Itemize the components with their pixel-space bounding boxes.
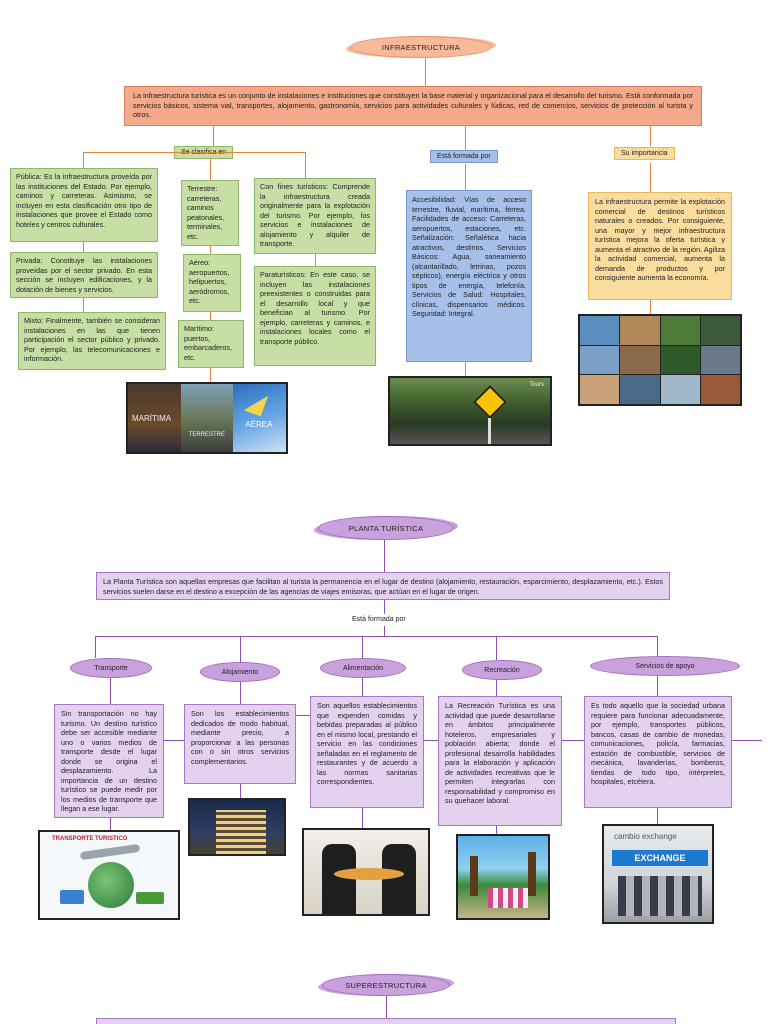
planta-definition: La Planta Turística son aquellas empresas que facilitan al turista la permanencia en el lugar de destino (alojamiento, restauración, esparcimiento, desplazamiento, etc.). Estos servicios suelen darse en el destino a excepción de las agencias de viajes emisoras, que actúan en el lugar de origen.: [96, 572, 670, 600]
connector: [83, 152, 305, 153]
recreacion-box: La Recreación Turística es una actividad que puede desarrollarse en ámbitos principalmente hoteleros, empresariales y población abierta; donde el profesional desarrolla habilidades para la elaboración y aplicación de actividades recreativas que le permiten integrarlas con responsabilidad y compromiso en su quehacer laboral.: [438, 696, 562, 826]
collage-tile: [661, 375, 700, 404]
super-title: SUPERESTRUCTURA: [322, 974, 450, 996]
aereo-box: Aéreo: aeropuertos, helipuertos, aeródromos, etc.: [183, 254, 241, 312]
exchange-photo: cambio exchange EXCHANGE: [602, 824, 714, 924]
palm-tree: [470, 856, 478, 896]
recreation-photo: [456, 834, 550, 920]
connector: [424, 740, 438, 741]
importancia-label: Su importancia: [614, 147, 675, 160]
exchange-counter: [618, 876, 702, 916]
connector: [210, 158, 211, 180]
connector: [240, 682, 241, 704]
connector: [562, 740, 584, 741]
collage-tile: [701, 346, 740, 375]
dancers: [488, 888, 528, 908]
road-sign-photo: Tours: [388, 376, 552, 446]
connector: [650, 300, 651, 314]
planta-formada-label: Está formada por: [352, 616, 406, 623]
collage-tile: [580, 375, 619, 404]
connector: [95, 636, 96, 658]
connector: [650, 163, 651, 192]
connector: [496, 826, 497, 834]
maritime-photo: MARÍTIMA: [128, 384, 181, 452]
connector: [362, 808, 363, 828]
airplane-icon: [80, 844, 141, 860]
connector: [650, 126, 651, 146]
connector: [95, 636, 657, 637]
oval-recreacion: Recreación: [462, 660, 542, 680]
connector: [496, 680, 497, 696]
sign-post: [488, 418, 491, 446]
bus-icon: [60, 890, 84, 904]
connector: [657, 808, 658, 824]
globe-icon: [88, 862, 134, 908]
terrestre-box: Terrestre: carreteras, caminos peatonales, terminales, etc.: [181, 180, 239, 246]
connector: [362, 678, 363, 696]
oval-servicios-apoyo: Servicios de apoyo: [590, 656, 740, 676]
connector: [384, 600, 385, 614]
transporte-box: Sin transportación no hay turismo. Un destino turístico debe ser accesible mediante uno o varios medios de transporte desde el lugar donde se origina el desplazamiento. La importancia de un destino turístico se puede medir por los medios de transporte que llegan a ese lugar.: [54, 704, 164, 818]
connector: [386, 996, 387, 1018]
maritimo-box: Marítimo: puertos, embarcaderos, etc.: [178, 320, 244, 368]
alojamiento-box: Son los establecimientos dedicados de modo habitual, mediante precio, a proporcionar a las personas con o sin otros servicios complementarios.: [184, 704, 296, 784]
paraturisticos-box: Paraturísticos: En este caso, se incluyen las instalaciones preexistentes o construidas para el desarrollo local y que benefician al turismo. Por ejemplo, carreteras y caminos, e instalaciones locales como el transporte público.: [254, 266, 376, 366]
connector: [657, 636, 658, 656]
connector: [240, 784, 241, 798]
aerial-photo: AÉREA: [233, 384, 286, 452]
connector: [83, 152, 84, 168]
connector: [83, 242, 84, 252]
esta-formada-label: Está formada por: [430, 150, 498, 163]
planta-title: PLANTA TURÍSTICA: [318, 516, 454, 540]
connector: [240, 636, 241, 662]
terrestrial-photo: TERRESTRE: [181, 384, 234, 452]
importancia-box: La infraestructura permite la explotación comercial de destinos turísticos naturales o creados. Por consiguiente, una mayor y mejor infraestructura turística mejora la oferta turística y aumenta el atractivo de la región. Agiliza la actividad comercial, aumenta la demanda de productos y por consiguiente aumenta la economía.: [588, 192, 732, 300]
hotel-building: [216, 810, 266, 854]
infra-definition: La infraestructura turística es un conjunto de instalaciones e instituciones que constituyen la base material y organizacional para el desarrollo del turismo. Está conformada por servicios básicos, sistema vial, transportes, alojamiento, gastronomía, servicios para actividades culturales y lúdicas, red de comercios, servicios de protección al turista y otros.: [124, 86, 702, 126]
connector: [425, 58, 426, 86]
oval-transporte: Transporte: [70, 658, 152, 678]
collage-tile: [661, 316, 700, 345]
privada-box: Privada: Constituye las instalaciones proveídas por el sector privado. En esta sección se incluyen edificaciones, y la dotación de bienes y servicios.: [10, 252, 158, 298]
connector: [732, 740, 762, 741]
connector: [465, 164, 466, 190]
hotel-photo: [188, 798, 286, 856]
connector: [210, 312, 211, 320]
connector: [384, 540, 385, 572]
formada-por-box: Accesibilidad: Vías de acceso terrestre, fluvial, marítima, férrea. Facilidades de acceso: Carreteras, aeropuertos, estaciones, etc. Señalización: Señalética hacia atractivos, destinos. Servicios Básicos: Agua, saneamiento (alcantarillado, letrinas, pozos sépticos), energía eléctrica y otros tipos de energía, telefonía. Servicios de Salud: Hospitales, clínicas, dispensarios médicos. Seguridad: Integral.: [406, 190, 532, 362]
connector: [384, 626, 385, 636]
transport-photo: TRANSPORTE TURISTICO: [38, 830, 180, 920]
fines-turisticos-box: Con fines turísticos: Comprende la infraestructura creada originalmente para la explotación del turismo. Por ejemplo, los servicios e instalaciones de alojamiento y alquiler de transporte.: [254, 178, 376, 254]
collage-tile: [620, 375, 659, 404]
palm-tree: [528, 852, 536, 896]
plane-icon: [244, 390, 268, 417]
super-definition-box: [96, 1018, 676, 1024]
collage-tile: [701, 375, 740, 404]
connector: [305, 152, 306, 178]
collage-tile: [661, 346, 700, 375]
collage-tile: [580, 316, 619, 345]
mixto-box: Mixto: Finalmente, también se consideran instalaciones en las que tienen participación el sector público y privado. Por ejemplo, las telecomunicaciones e información.: [18, 312, 166, 370]
oval-alimentacion: Alimentación: [320, 658, 406, 678]
connector: [465, 126, 466, 150]
servicios-apoyo-box: Es todo aquello que la sociedad urbana requiere para funcionar adecuadamente, por ejemplo, transportes públicos, bancos, casas de cambio de monedas, comunicaciones, policía, farmacias, estación de combustible, servicios de mecánica, lavanderías, bomberos, tiendas de todo tipo, intérpretes, hospitales, etcétera.: [584, 696, 732, 808]
connector: [164, 740, 184, 741]
collage-tile: [580, 346, 619, 375]
collage-tile: [620, 316, 659, 345]
transport-types-photo: [126, 382, 288, 454]
food-plates: [334, 868, 404, 880]
collage-tile: [620, 346, 659, 375]
connector: [110, 818, 111, 830]
connector: [657, 676, 658, 696]
connector: [210, 246, 211, 254]
connector: [465, 362, 466, 376]
connector: [362, 636, 363, 658]
food-service-photo: [302, 828, 430, 916]
warning-sign-icon: [473, 385, 507, 419]
connector: [496, 636, 497, 660]
alimentacion-box: Son aquellos establecimientos que expenden comidas y bebidas preparadas al público en el mismo local, prestando el servicio en las condiciones señaladas en el reglamento de restaurantes y de acuerdo a las normas sanitarias correspondientes.: [310, 696, 424, 808]
connector: [83, 298, 84, 312]
oval-alojamiento: Alojamiento: [200, 662, 280, 682]
connector: [296, 715, 310, 716]
collage-tile: [701, 316, 740, 345]
connector: [315, 254, 316, 266]
connector: [213, 126, 214, 146]
truck-icon: [136, 892, 164, 904]
infra-title: INFRAESTRUCTURA: [350, 36, 492, 58]
publica-box: Pública: Es la infraestructura proveída por las instituciones del Estado. Por ejemplo, caminos y carreteras. Asimismo, se incluyen en esta clasificación otro tipo de instalaciones que provee el Estado como hoteles y centros culturales.: [10, 168, 158, 242]
exchange-banner: EXCHANGE: [612, 850, 708, 866]
connector: [210, 368, 211, 382]
destinations-collage: [578, 314, 742, 406]
connector: [110, 678, 111, 704]
